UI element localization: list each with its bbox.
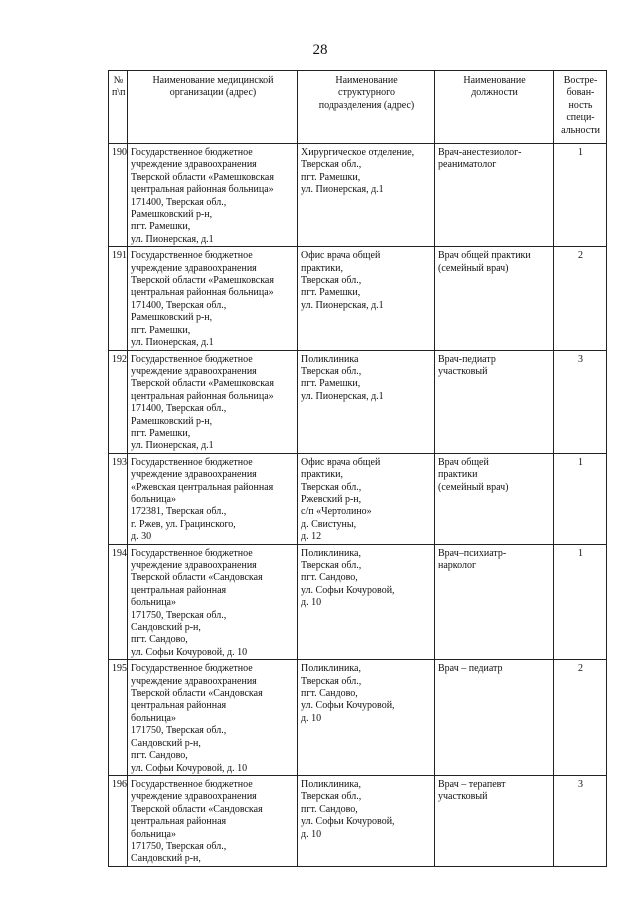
demand-cell: 2 [554,247,607,350]
table-row [109,247,607,350]
header-organization: Наименование медицинской организации (адрес) [128,71,298,144]
row-number: 196 [109,775,128,866]
subdivision-cell: Офис врача общей практики, Тверская обл., пгт. Рамешки, ул. Пионерская, д.1 [298,247,435,350]
organization-cell: Государственное бюджетное учреждение здравоохранения Тверской области «Сандовская центральная районная больница» 171750, Тверская обл., Сандовский р-н, пгт. Сандово, ул. Софьи Кочуровой, д. 10 [128,544,298,660]
table-header-row [109,71,607,144]
subdivision-cell: Поликлиника, Тверская обл., пгт. Сандово, ул. Софьи Кочуровой, д. 10 [298,544,435,660]
organization-cell: Государственное бюджетное учреждение здравоохранения Тверской области «Рамешковская центральная районная больница» 171400, Тверская обл., Рамешковский р-н, пгт. Рамешки, ул. Пионерская, д.1 [128,350,298,453]
table-row [109,350,607,453]
subdivision-cell: Поликлиника, Тверская обл., пгт. Сандово, ул. Софьи Кочуровой, д. 10 [298,660,435,776]
row-number: 194 [109,544,128,660]
table-row [109,775,607,866]
organization-cell: Государственное бюджетное учреждение здравоохранения Тверской области «Сандовская центральная районная больница» 171750, Тверская обл., Сандовский р-н, [128,775,298,866]
subdivision-cell: Хирургическое отделение, Тверская обл., пгт. Рамешки, ул. Пионерская, д.1 [298,144,435,247]
demand-cell: 3 [554,350,607,453]
header-number: № п\п [109,71,128,144]
position-cell: Врач-анестезиолог- реаниматолог [435,144,554,247]
organization-cell: Государственное бюджетное учреждение здравоохранения Тверской области «Рамешковская центральная районная больница» 171400, Тверская обл., Рамешковский р-н, пгт. Рамешки, ул. Пионерская, д.1 [128,144,298,247]
position-cell: Врач общей практики (семейный врач) [435,453,554,544]
vacancy-table [108,70,607,867]
table-row [109,453,607,544]
header-subdivision: Наименование структурного подразделения (адрес) [298,71,435,144]
demand-cell: 3 [554,775,607,866]
header-position: Наименование должности [435,71,554,144]
subdivision-cell: Офис врача общей практики, Тверская обл., Ржевский р-н, с/п «Чертолино» д. Свистуны, д. 12 [298,453,435,544]
table-row [109,144,607,247]
subdivision-cell: Поликлиника Тверская обл., пгт. Рамешки, ул. Пионерская, д.1 [298,350,435,453]
page-number: 28 [312,42,328,58]
position-cell: Врач – терапевт участковый [435,775,554,866]
subdivision-cell: Поликлиника, Тверская обл., пгт. Сандово, ул. Софьи Кочуровой, д. 10 [298,775,435,866]
position-cell: Врач–психиатр- нарколог [435,544,554,660]
row-number: 195 [109,660,128,776]
position-cell: Врач общей практики (семейный врач) [435,247,554,350]
organization-cell: Государственное бюджетное учреждение здравоохранения Тверской области «Рамешковская центральная районная больница» 171400, Тверская обл., Рамешковский р-н, пгт. Рамешки, ул. Пионерская, д.1 [128,247,298,350]
row-number: 191 [109,247,128,350]
row-number: 193 [109,453,128,544]
organization-cell: Государственное бюджетное учреждение здравоохранения «Ржевская центральная районная больница» 172381, Тверская обл., г. Ржев, ул. Грацинского, д. 30 [128,453,298,544]
organization-cell: Государственное бюджетное учреждение здравоохранения Тверской области «Сандовская центральная районная больница» 171750, Тверская обл., Сандовский р-н, пгт. Сандово, ул. Софьи Кочуровой, д. 10 [128,660,298,776]
header-demand: Востре- бован- ность специ- альности [554,71,607,144]
demand-cell: 1 [554,144,607,247]
table-row [109,660,607,776]
position-cell: Врач-педиатр участковый [435,350,554,453]
demand-cell: 1 [554,544,607,660]
demand-cell: 2 [554,660,607,776]
row-number: 192 [109,350,128,453]
row-number: 190 [109,144,128,247]
position-cell: Врач – педиатр [435,660,554,776]
demand-cell: 1 [554,453,607,544]
table-row [109,544,607,660]
